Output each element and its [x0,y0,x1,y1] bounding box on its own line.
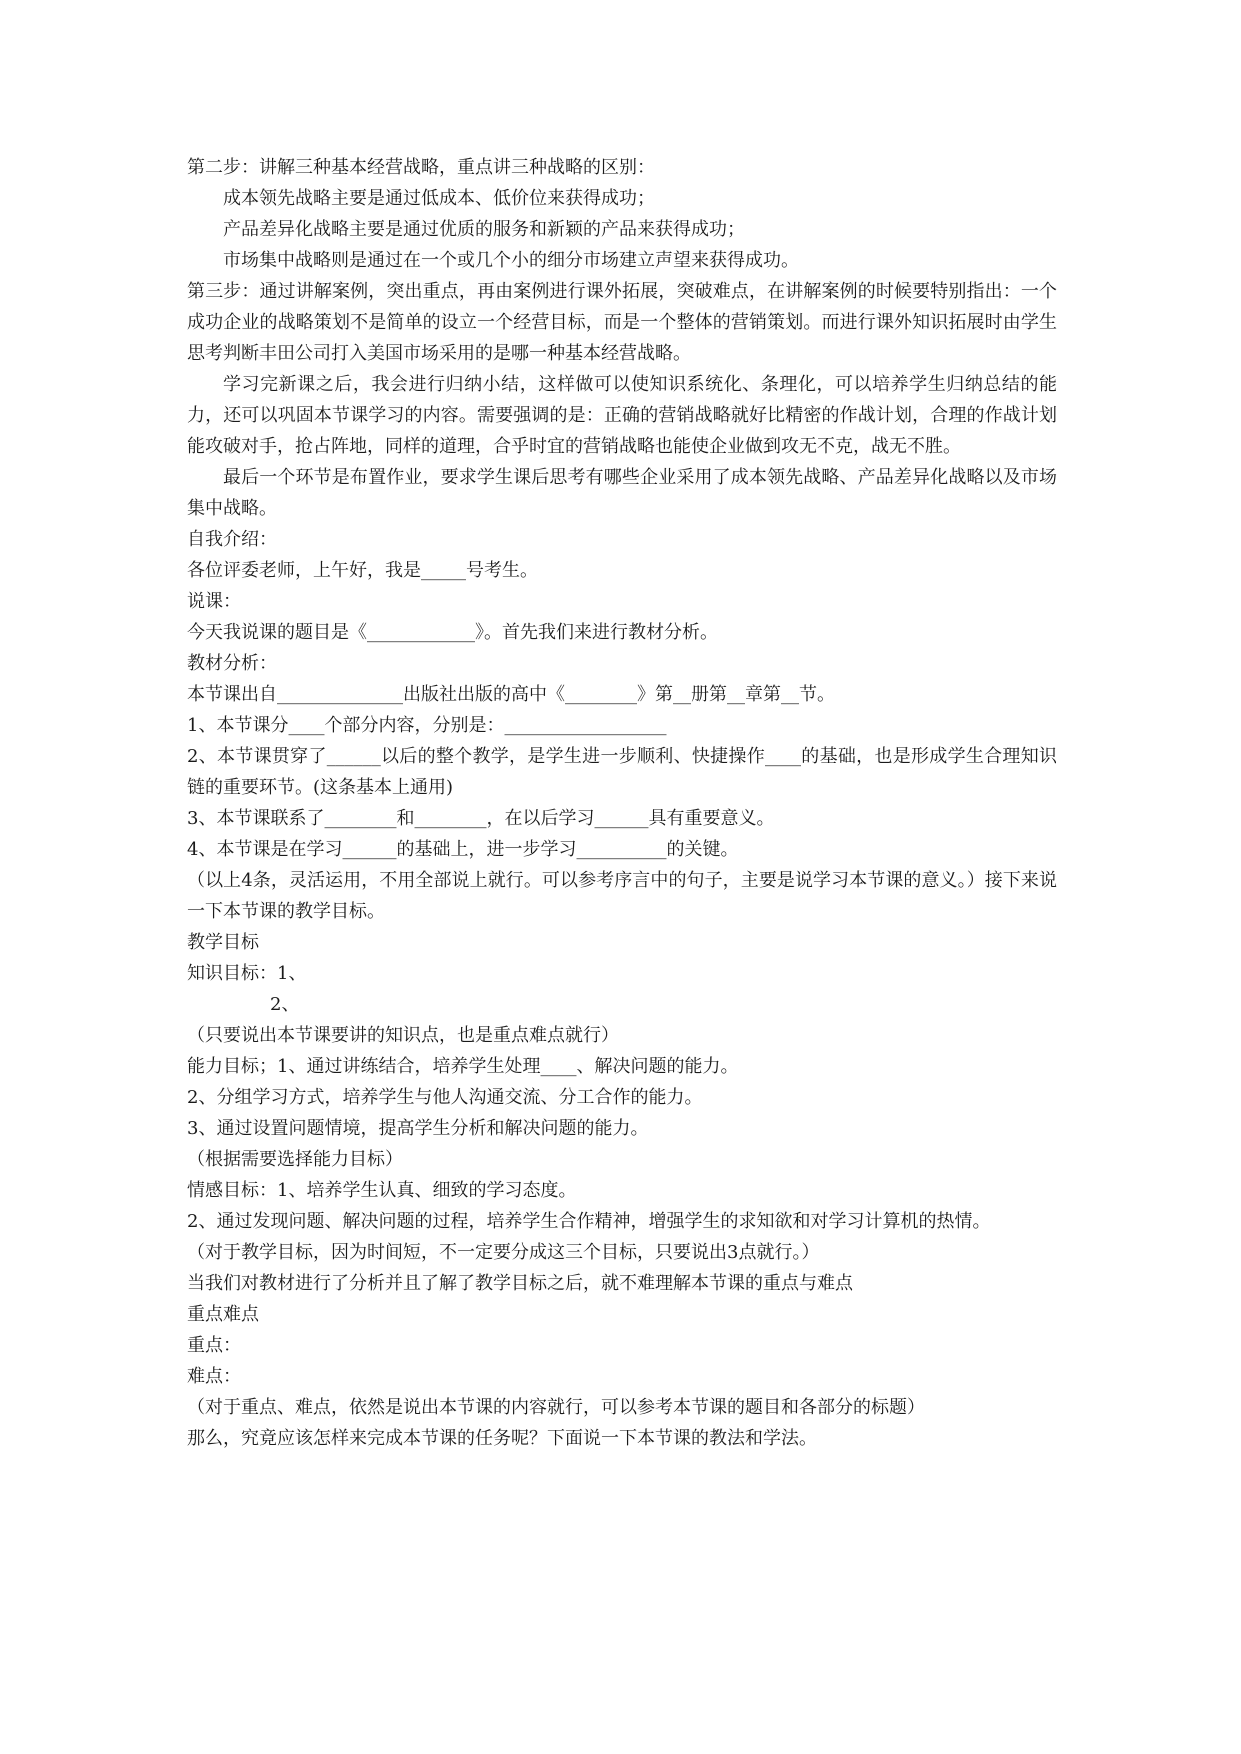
paragraph: 2、 [270,994,300,1015]
paragraph: （对于教学目标，因为时间短，不一定要分成这三个目标，只要说出3点就行。） [187,1242,820,1263]
paragraph: 当我们对教材进行了分析并且了解了教学目标之后，就不难理解本节课的重点与难点 [187,1273,853,1294]
paragraph: 能力目标；1、通过讲练结合，培养学生处理____、解决问题的能力。 [187,1056,739,1077]
paragraph: 自我介绍： [187,529,277,550]
paragraph: 那么，究竟应该怎样来完成本节课的任务呢？下面说一下本节课的教法和学法。 [187,1428,817,1449]
paragraph: 产品差异化战略主要是通过优质的服务和新颖的产品来获得成功； [223,219,745,240]
paragraph: 重点： [187,1335,241,1356]
paragraph: 3、通过设置问题情境，提高学生分析和解决问题的能力。 [187,1118,649,1139]
paragraph: 情感目标：1、培养学生认真、细致的学习态度。 [187,1180,577,1201]
paragraph: 第二步：讲解三种基本经营战略，重点讲三种战略的区别： [187,157,655,178]
paragraph: 2、分组学习方式，培养学生与他人沟通交流、分工合作的能力。 [187,1087,703,1108]
document-body [187,152,1057,1454]
paragraph: （只要说出本节课要讲的知识点，也是重点难点就行） [187,1025,619,1046]
paragraph: 成本领先战略主要是通过低成本、低价位来获得成功； [223,188,655,209]
paragraph: 最后一个环节是布置作业，要求学生课后思考有哪些企业采用了成本领先战略、产品差异化战略以及市场集中战略。 [187,467,1057,519]
paragraph: 难点： [187,1366,241,1387]
paragraph: 教学目标 [187,932,259,953]
paragraph: 说课： [187,591,241,612]
paragraph: 今天我说课的题目是《____________》。首先我们来进行教材分析。 [187,622,718,643]
paragraph: 2、本节课贯穿了______以后的整个教学，是学生进一步顺利、快捷操作____的基础，也是形成学生合理知识链的重要环节。(这条基本上通用) [187,746,1057,798]
paragraph: 2、通过发现问题、解决问题的过程，培养学生合作精神，增强学生的求知欲和对学习计算机的热情。 [187,1211,991,1232]
paragraph: 市场集中战略则是通过在一个或几个小的细分市场建立声望来获得成功。 [223,250,799,271]
paragraph: 4、本节课是在学习______的基础上，进一步学习__________的关键。 [187,839,739,860]
paragraph: 1、本节课分____个部分内容，分别是：__________________ [187,715,667,736]
paragraph: 教材分析： [187,653,277,674]
paragraph: 重点难点 [187,1304,259,1325]
paragraph: 3、本节课联系了________和________，在以后学习______具有重要意义。 [187,808,775,829]
paragraph: （对于重点、难点，依然是说出本节课的内容就行，可以参考本节课的题目和各部分的标题） [187,1397,925,1418]
paragraph: （根据需要选择能力目标） [187,1149,403,1170]
paragraph: （以上4条，灵活运用，不用全部说上就行。可以参考序言中的句子，主要是说学习本节课的意义。）接下来说一下本节课的教学目标。 [187,870,1057,922]
paragraph: 各位评委老师，上午好，我是_____号考生。 [187,560,538,581]
paragraph: 学习完新课之后，我会进行归纳小结，这样做可以使知识系统化、条理化，可以培养学生归纳总结的能力，还可以巩固本节课学习的内容。需要强调的是：正确的营销战略就好比精密的作战计划，合理的作战计划能攻破对手，抢占阵地，同样的道理，合乎时宜的营销战略也能使企业做到攻无不克，战无不胜。 [187,374,1057,457]
paragraph: 本节课出自______________出版社出版的高中《________》第__册第__章第__节。 [187,684,835,705]
paragraph: 第三步：通过讲解案例，突出重点，再由案例进行课外拓展，突破难点，在讲解案例的时候要特别指出：一个成功企业的战略策划不是简单的设立一个经营目标，而是一个整体的营销策划。而进行课外知识拓展时由学生思考判断丰田公司打入美国市场采用的是哪一种基本经营战略。 [187,281,1057,364]
paragraph: 知识目标：1、 [187,963,307,984]
